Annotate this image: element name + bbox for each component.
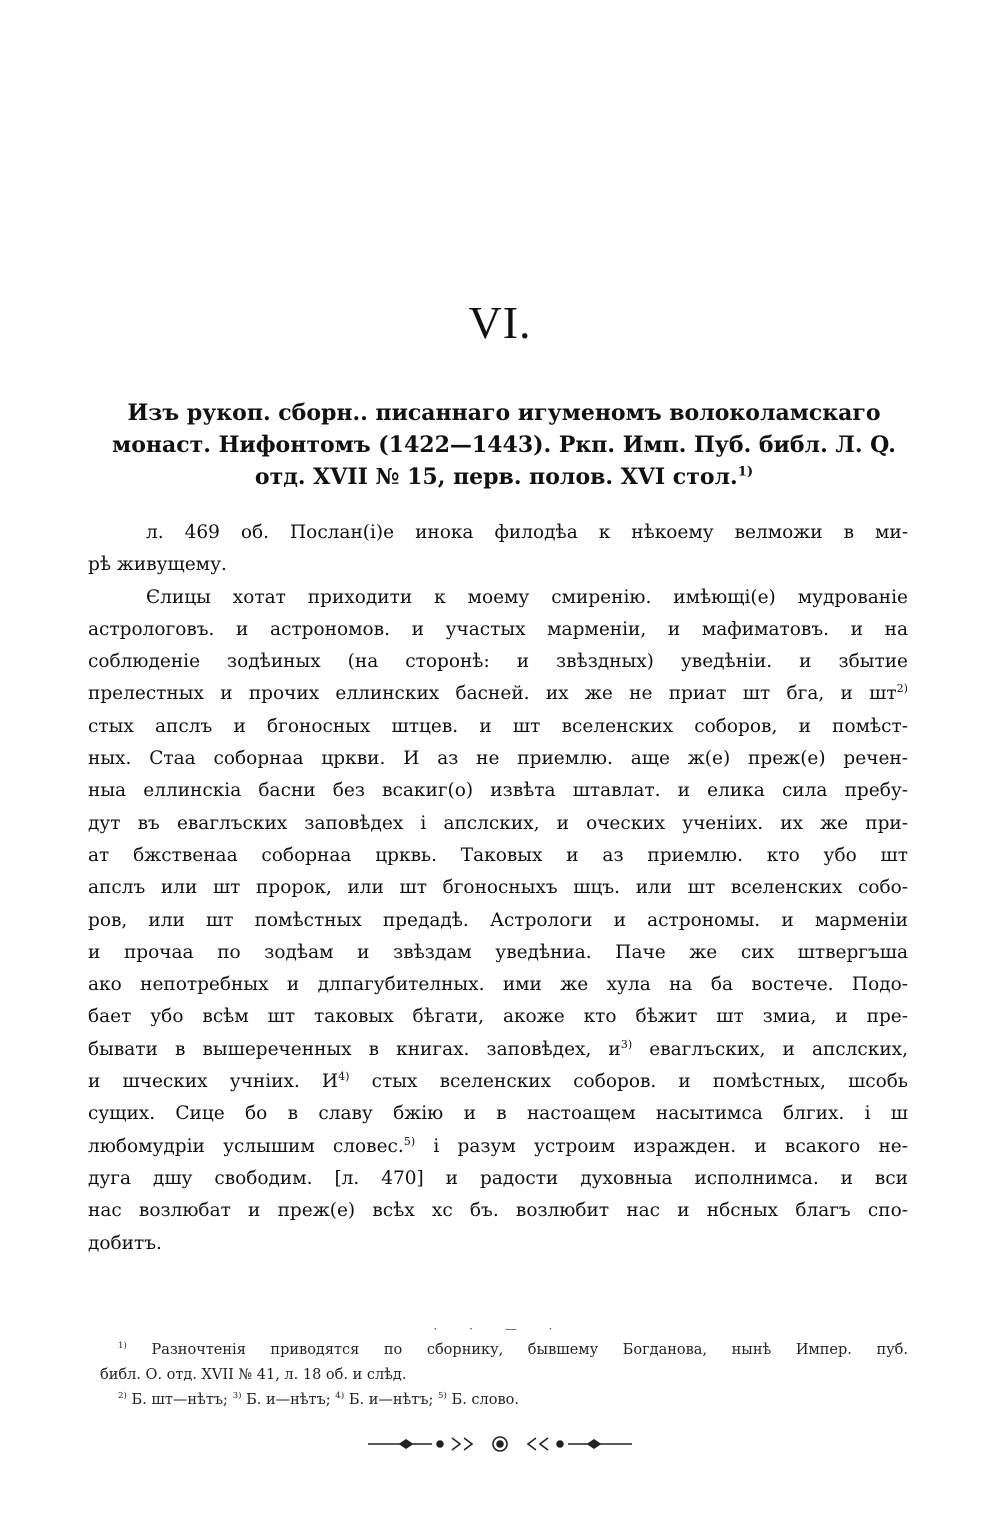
body-line-text: стых вселенских соборов. и помѣстных, шсобь [349,1071,908,1093]
footnote-separator: · · — · [433,1322,567,1336]
body-line-text: прелестных и прочих еллинских басней. их же не приат шт бга, и шт [88,683,897,705]
footnotes-2-5 [100,1388,908,1413]
body-line: дуга дшу свободим. [л. 470] и радости духовныа исполнимса. и вси [88,1167,908,1189]
body-line: ров, или шт помѣстных предадѣ. Астрологи и астрономы. и марменіи [88,909,908,931]
body-line-text: і разум устроим изражден. и всакого не- [415,1135,908,1157]
body-line: рѣ живущему. [88,554,227,576]
body-line: апслъ или шт пророк, или шт бгоносныхъ шцъ. или шт вселенских собо- [88,877,908,899]
body-line: ных. Стаа соборнаа цркви. И аз не приемлю. аще ж(е) преж(е) речен- [88,748,908,770]
body-line-text: бывати в вышереченных в книгах. заповѣдех, и [88,1038,621,1060]
body-line [88,1066,908,1098]
footnote-mark: 2) [118,1391,127,1402]
body-line: добитъ. [88,1232,162,1254]
body-line [88,678,908,710]
footnote-ref-3: 3) [620,1037,633,1051]
body-line: ат бжственаа соборнаа црквь. Таковых и аз приемлю. кто убо шт [88,844,908,866]
footnote-ref-4: 4) [338,1069,350,1083]
body-text [88,517,908,1260]
footnote-ref-2: 2) [896,682,908,696]
footnote-text: Б. шт—нѣтъ; [126,1392,228,1408]
body-line: сущих. Сице бо в славу бжію и в настоащем насытимса блгих. і ш [88,1103,908,1125]
footnote-text: Б. и—нѣтъ; [344,1392,434,1408]
body-line: нас возлюбат и преж(е) всѣх хс бъ. возлюбит нас и нбсных благъ спо- [88,1200,908,1222]
body-line: ако непотребных и длпагубителных. ими же хула на ба востече. Подо- [88,974,908,996]
footnotes [100,1338,908,1413]
body-line: и прочаа по зодѣам и звѣздам уведѣниа. Паче же сих штвергъша [88,941,908,963]
footnote-text: Б. слово. [446,1392,519,1408]
body-line: бает убо всѣм шт таковых бѣгати, акоже кто бѣжит шт змиа, и пре- [88,1006,908,1028]
body-line [88,1131,908,1163]
body-line [88,1034,908,1066]
footnote-text: Разночтенія приводятся по сборнику, бывшему Богданова, нынѣ Импер. пуб. [126,1342,908,1358]
heading-line-2: монаст. Нифонтомъ (1422—1443). Ркп. Имп. Пуб. библ. Л. Q. [112,432,896,458]
heading-line-1: Изъ рукоп. сборн.. писаннаго игуменомъ волоколамскаго [127,400,881,426]
footnote-mark: 1) [118,1341,127,1352]
body-line-text: и шческих учніих. И [88,1071,339,1093]
body-line-text: еваглъских, и апслских, [632,1038,908,1060]
body-line: астрологовъ. и астрономов. и участых марменіи, и мафиматовъ. и на [88,618,908,640]
footnote-1 [100,1338,908,1363]
body-line: л. 469 об. Послан(і)е инока филодѣа к нѣкоему велможи в ми- [146,522,908,543]
heading-line-3-text: отд. XVII № 15, перв. полов. XVI стол. [254,464,738,490]
body-line-text: любомудріи услышим словес. [88,1135,404,1157]
chapter-numeral: VI. [468,297,532,348]
footnote-1-cont: библ. О. отд. XVII № 41, л. 18 об. и слѣд. [100,1367,407,1383]
body-line: ныа еллинскіа басни без всакиг(о) извѣта штавлат. и елика сила пребу- [88,780,908,802]
footnote-ref-5: 5) [403,1134,416,1148]
body-line: соблюденіе зодѣиных (на сторонѣ: и звѣздных) уведѣніи. и збытие [88,651,908,673]
footnote-mark: 3) [232,1391,242,1402]
body-line: Єлицы хотат приходити к моему смиренію. имѣющі(е) мудрованіе [146,586,908,608]
footnote-mark: 5) [438,1391,447,1402]
document-heading [100,397,908,493]
body-line: дут въ еваглъских заповѣдех і апслских, и оческих ученіих. их же при- [88,812,908,834]
ornament-divider-icon [360,1432,640,1456]
footnote-mark: 4) [335,1391,345,1402]
footnote-text: Б. и—нѣтъ; [241,1392,331,1408]
body-line: стых апслъ и бгоносных штцев. и шт вселенских соборов, и помѣст- [88,715,908,737]
heading-line-3 [100,461,908,493]
footnote-ref-1: 1) [737,464,754,480]
